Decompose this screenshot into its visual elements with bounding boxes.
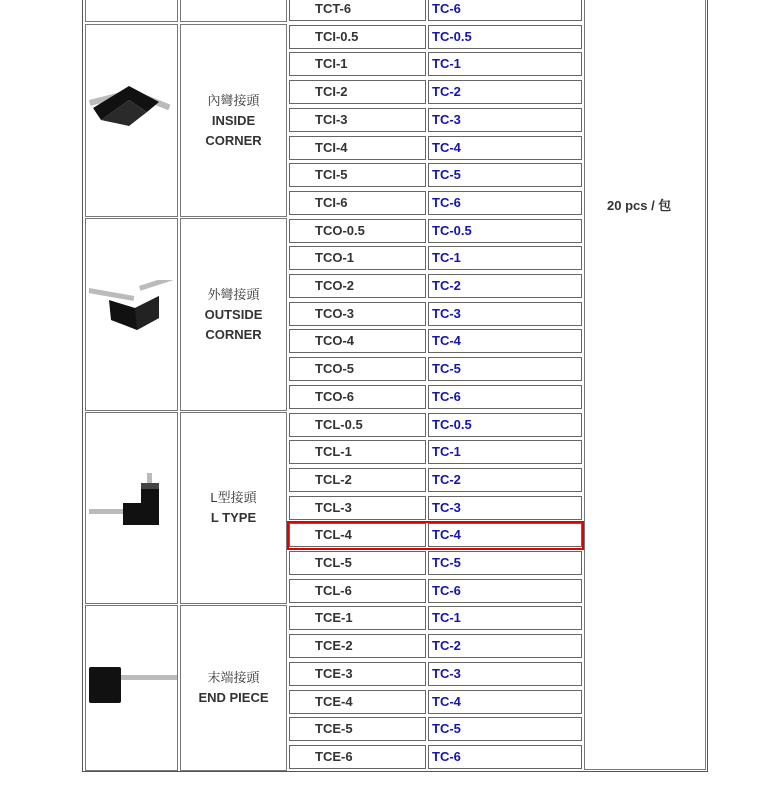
table-row-tc-cell [428,246,582,270]
model-code: TCI-0.5 [315,29,359,44]
model-code: TCE-4 [315,694,353,709]
inside-corner-icon [89,86,179,161]
table-row-model-cell [289,496,426,520]
table-row-tc-cell [428,606,582,630]
tc-code: TC-1 [432,250,461,265]
tc-code: TC-3 [432,500,461,515]
model-code: TCI-6 [315,195,348,210]
table-row-tc-cell [428,690,582,714]
table-row-model-cell [289,136,426,160]
table-row-model-cell [289,634,426,658]
model-code: TCO-1 [315,250,354,265]
model-code: TCL-5 [315,555,352,570]
table-row-tc-cell [428,662,582,686]
top-category-cell [180,0,287,22]
table-row-model-cell [289,163,426,187]
tc-code: TC-2 [432,278,461,293]
table-row-tc-cell [428,219,582,243]
table-row-tc-cell [428,302,582,326]
table-row-tc-cell [428,634,582,658]
table-row-tc-cell [428,52,582,76]
table-row-model-cell [289,329,426,353]
model-code: TCO-5 [315,361,354,376]
top-row-tc-cell [428,0,582,21]
table-row-model-cell [289,385,426,409]
category-name-zh: L型接頭 [210,490,257,505]
table-row-tc-cell [428,357,582,381]
table-row-model-cell [289,274,426,298]
tc-code: TC-1 [432,56,461,71]
category-name-en: INSIDE [211,113,256,128]
table-row-tc-cell [428,385,582,409]
model-code: TCO-0.5 [315,223,365,238]
table-row-tc-cell [428,136,582,160]
category-label [180,488,287,528]
table-row-model-cell [289,468,426,492]
category-label [180,285,287,345]
category-name-en: CORNER [205,133,262,148]
model-code: TCO-4 [315,333,354,348]
category-name-en: END PIECE [198,690,269,705]
model-code: TCL-2 [315,472,352,487]
tc-code: TC-2 [432,638,461,653]
top-image-cell [85,0,178,22]
table-row-model-cell [289,579,426,603]
tc-code: TC-2 [432,472,461,487]
category-name-zh: 末端接頭 [207,670,260,685]
table-row-model-cell [289,52,426,76]
tc-code: TC-0.5 [432,417,472,432]
tc-code: TC-5 [432,167,461,182]
table-row-model-cell [289,662,426,686]
packaging-label: 20 pcs / 包 [607,198,672,213]
category-name-zh: 外彎接頭 [207,287,260,302]
tc-code: TC-4 [432,140,461,155]
model-code: TCI-5 [315,167,348,182]
l-type-icon [89,473,179,548]
model-code: TCE-5 [315,721,353,736]
tc-code: TC-3 [432,306,461,321]
model-code: TCL-4 [315,527,352,542]
table-row-model-cell [289,246,426,270]
table-row-model-cell [289,551,426,575]
table-row-model-cell [289,690,426,714]
table-row-tc-cell [428,163,582,187]
category-label [180,91,287,151]
model-code: TCL-3 [315,500,352,515]
tc-code: TC-0.5 [432,223,472,238]
tc-code: TC-4 [432,333,461,348]
model-code: TCO-3 [315,306,354,321]
model-code: TCO-6 [315,389,354,404]
outside-corner-icon [89,280,179,355]
table-row-model-cell [289,717,426,741]
model-code: TCI-4 [315,140,348,155]
table-row-tc-cell [428,80,582,104]
table-row-tc-cell [428,108,582,132]
tc-code: TC-2 [432,84,461,99]
model-code: TCO-2 [315,278,354,293]
category-name-zh: 內彎接頭 [207,93,260,108]
tc-code: TC-1 [432,610,461,625]
model-code: TCI-1 [315,56,348,71]
model-code: TCT-6 [315,1,352,16]
model-code: TCL-0.5 [315,417,363,432]
table-row-tc-cell [428,274,582,298]
tc-code: TC-6 [432,749,461,764]
table-row-model-cell [289,25,426,49]
end-piece-icon-drawing [89,653,179,723]
tc-code: TC-3 [432,666,461,681]
table-row-tc-cell [428,25,582,49]
tc-code: TC-3 [432,112,461,127]
table-row-model-cell [289,413,426,437]
category-label [180,668,287,708]
end-piece-icon [89,653,179,728]
model-code: TCI-3 [315,112,348,127]
table-row-tc-cell [428,551,582,575]
top-row-model-cell [289,0,426,21]
table-row-tc-cell [428,413,582,437]
tc-code: TC-6 [432,583,461,598]
tc-code: TC-5 [432,721,461,736]
table-row-tc-cell [428,191,582,215]
model-code: TCL-6 [315,583,352,598]
table-row-model-cell [289,219,426,243]
table-row-model-cell [289,606,426,630]
model-code: TCE-3 [315,666,353,681]
table-row-model-cell [289,191,426,215]
tc-code: TC-1 [432,444,461,459]
packaging-cell [584,0,706,770]
tc-code: TC-4 [432,527,461,542]
model-code: TCI-2 [315,84,348,99]
category-name-en: L TYPE [210,510,257,525]
category-name-en: OUTSIDE [204,307,263,322]
table-row-tc-cell [428,468,582,492]
inside-corner-icon-drawing [89,86,179,156]
table-row-tc-cell [428,329,582,353]
tc-code: TC-5 [432,361,461,376]
table-row-tc-cell [428,745,582,769]
tc-code: TC-6 [432,195,461,210]
l-type-icon-drawing [89,473,179,543]
table-row-model-cell [289,440,426,464]
highlight-box [287,521,584,550]
model-code: TCE-6 [315,749,353,764]
tc-code: TC-6 [432,389,461,404]
outside-corner-icon-drawing [89,280,179,350]
table-row-model-cell [289,80,426,104]
category-name-en: CORNER [205,327,262,342]
table-row-model-cell [289,357,426,381]
table-row-model-cell [289,108,426,132]
table-row-model-cell [289,302,426,326]
tc-code: TC-0.5 [432,29,472,44]
tc-code: TC-6 [432,1,461,16]
table-row-tc-cell [428,579,582,603]
table-row-tc-cell [428,440,582,464]
table-row-tc-cell [428,717,582,741]
tc-code: TC-5 [432,555,461,570]
model-code: TCL-1 [315,444,352,459]
table-row-tc-cell [428,496,582,520]
model-code: TCE-2 [315,638,353,653]
model-code: TCE-1 [315,610,353,625]
tc-code: TC-4 [432,694,461,709]
table-row-model-cell [289,745,426,769]
